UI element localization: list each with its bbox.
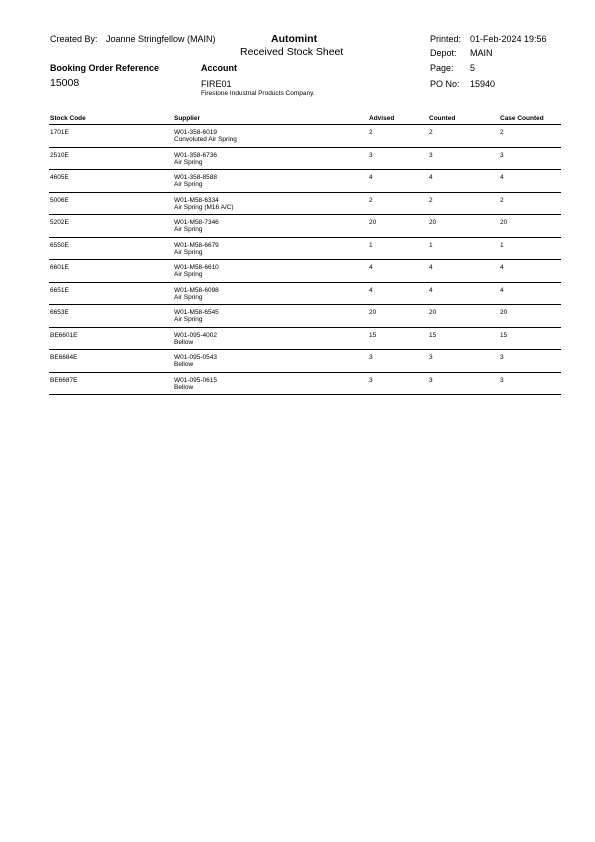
case-counted-cell: 3 <box>500 376 504 384</box>
created-by-value: Joanne Stringfellow (MAIN) <box>106 34 216 44</box>
account-name: Firestone Industrial Products Company. <box>201 90 315 97</box>
supplier-description-cell: Air Spring <box>174 293 203 301</box>
table-row <box>49 193 561 216</box>
table-row <box>49 148 561 171</box>
table-row <box>49 305 561 328</box>
case-counted-cell: 3 <box>500 354 504 361</box>
supplier-description-cell: Bellow <box>174 338 194 346</box>
case-counted-cell: 2 <box>500 196 504 204</box>
advised-cell: 3 <box>369 376 373 384</box>
counted-cell: 4 <box>429 174 433 181</box>
table-row <box>49 350 561 373</box>
case-counted-cell: 3 <box>500 151 504 159</box>
counted-cell: 2 <box>429 196 433 204</box>
counted-cell: 2 <box>429 129 433 136</box>
counted-cell: 1 <box>429 241 433 249</box>
counted-cell: 3 <box>429 354 433 361</box>
stock-code-cell: 6550E <box>50 241 69 249</box>
supplier-description-cell: Convoluted Air Spring <box>174 136 237 143</box>
table-body <box>49 125 561 395</box>
case-counted-cell: 20 <box>500 219 508 226</box>
stock-table <box>49 114 561 395</box>
supplier-description-cell: Air Spring <box>174 181 203 188</box>
page-value: 5 <box>470 63 476 73</box>
advised-cell: 4 <box>369 286 373 294</box>
created-by-label: Created By: <box>50 34 98 44</box>
case-counted-cell: 4 <box>500 286 504 294</box>
col-header-stock-code: Stock Code <box>50 115 86 122</box>
advised-cell: 1 <box>369 241 373 249</box>
supplier-description-cell: Air Spring <box>174 271 203 278</box>
stock-code-cell: BE6684E <box>50 354 78 361</box>
table-row <box>49 215 561 238</box>
col-header-case-counted: Case Counted <box>500 115 544 122</box>
counted-cell: 15 <box>429 331 437 339</box>
stock-code-cell: 6651E <box>50 286 69 294</box>
table-row <box>49 238 561 261</box>
supplier-description-cell: Bellow <box>174 383 194 391</box>
supplier-code-cell: W01-M58-6334 <box>174 196 219 204</box>
po-value: 15940 <box>470 79 496 89</box>
col-header-counted: Counted <box>429 115 456 122</box>
case-counted-cell: 4 <box>500 174 504 181</box>
case-counted-cell: 4 <box>500 264 504 271</box>
stock-code-cell: 4605E <box>50 174 69 181</box>
supplier-code-cell: W01-095-0615 <box>174 376 217 384</box>
booking-ref-value: 15008 <box>50 77 80 89</box>
advised-cell: 3 <box>369 151 373 159</box>
advised-cell: 20 <box>369 309 377 316</box>
table-row <box>49 125 561 148</box>
col-header-advised: Advised <box>369 115 395 122</box>
stock-code-cell: 1701E <box>50 129 69 136</box>
counted-cell: 3 <box>429 151 433 159</box>
supplier-code-cell: W01-M58-6610 <box>174 264 219 271</box>
supplier-description-cell: Air Spring <box>174 248 203 256</box>
supplier-description-cell: Air Spring <box>174 226 203 233</box>
page-label: Page: <box>430 63 454 73</box>
supplier-code-cell: W01-358-6736 <box>174 151 217 159</box>
depot-value: MAIN <box>470 48 493 58</box>
counted-cell: 3 <box>429 376 433 384</box>
advised-cell: 2 <box>369 129 373 136</box>
counted-cell: 20 <box>429 309 437 316</box>
advised-cell: 4 <box>369 264 373 271</box>
table-row <box>49 283 561 306</box>
case-counted-cell: 1 <box>500 241 504 249</box>
depot-label: Depot: <box>430 48 457 58</box>
case-counted-cell: 15 <box>500 331 508 339</box>
stock-code-cell: 6653E <box>50 309 69 316</box>
supplier-code-cell: W01-M58-6545 <box>174 309 219 316</box>
stock-code-cell: 2510E <box>50 151 69 159</box>
counted-cell: 4 <box>429 286 433 294</box>
supplier-code-cell: W01-358-8588 <box>174 174 217 181</box>
stock-code-cell: 5006E <box>50 196 69 204</box>
supplier-code-cell: W01-M58-7346 <box>174 219 219 226</box>
table-header <box>49 114 561 125</box>
supplier-code-cell: W01-M58-6679 <box>174 241 219 249</box>
company-title: Automint <box>271 33 318 45</box>
supplier-code-cell: W01-095-4002 <box>174 331 217 339</box>
case-counted-cell: 20 <box>500 309 508 316</box>
printed-value: 01-Feb-2024 19:56 <box>470 34 547 44</box>
po-label: PO No: <box>430 79 460 89</box>
advised-cell: 3 <box>369 354 373 361</box>
supplier-description-cell: Air Spring <box>174 316 203 323</box>
advised-cell: 20 <box>369 219 377 226</box>
counted-cell: 4 <box>429 264 433 271</box>
supplier-description-cell: Air Spring (M16 A/C) <box>174 203 234 211</box>
account-label: Account <box>201 63 237 73</box>
supplier-code-cell: W01-095-0543 <box>174 354 217 361</box>
printed-label: Printed: <box>430 34 462 44</box>
supplier-code-cell: W01-M58-6098 <box>174 286 219 294</box>
supplier-code-cell: W01-358-6019 <box>174 129 217 136</box>
stock-code-cell: BE6601E <box>50 331 78 339</box>
table-row <box>49 260 561 283</box>
counted-cell: 20 <box>429 219 437 226</box>
supplier-description-cell: Air Spring <box>174 158 203 166</box>
stock-code-cell: BE6687E <box>50 376 78 384</box>
stock-code-cell: 6601E <box>50 264 69 271</box>
stock-code-cell: 5202E <box>50 219 69 226</box>
advised-cell: 2 <box>369 196 373 204</box>
booking-ref-label: Booking Order Reference <box>50 63 160 73</box>
sheet-title: Received Stock Sheet <box>240 46 344 58</box>
table-row <box>49 373 561 396</box>
col-header-supplier: Supplier <box>174 115 201 122</box>
advised-cell: 15 <box>369 331 377 339</box>
advised-cell: 4 <box>369 174 373 181</box>
account-code: FIRE01 <box>201 79 232 89</box>
case-counted-cell: 2 <box>500 129 504 136</box>
table-row <box>49 328 561 351</box>
table-row <box>49 170 561 193</box>
supplier-description-cell: Bellow <box>174 361 194 368</box>
